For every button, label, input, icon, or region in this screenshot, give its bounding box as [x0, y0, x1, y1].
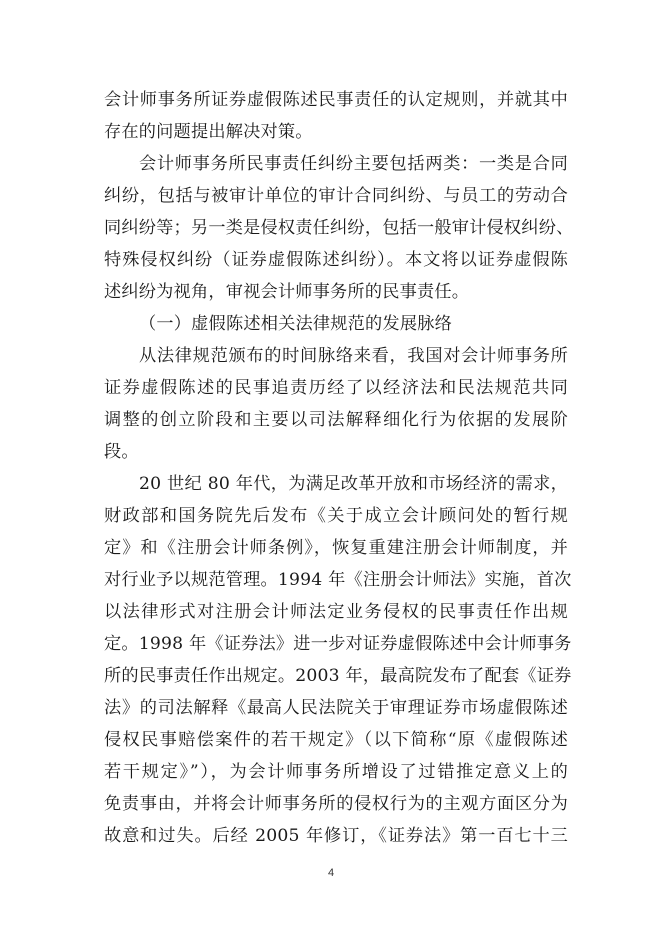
- text-line: 故意和过失。后经 2005 年修订，《证券法》第一百七十三: [104, 826, 568, 846]
- section-heading: （一）虚假陈述相关法律规范的发展脉络: [139, 314, 452, 334]
- text-line: 财政部和国务院先后发布《关于成立会计顾问处的暂行规: [104, 506, 568, 526]
- text-line: 纠纷，包括与被审计单位的审计合同纠纷、与员工的劳动合: [104, 186, 568, 206]
- text-line: 存在的问题提出解决对策。: [104, 122, 313, 142]
- text-line: 特殊侵权纠纷（证券虚假陈述纠纷）。本文将以证券虚假陈: [104, 250, 568, 270]
- text-line: 述纠纷为视角，审视会计师事务所的民事责任。: [104, 282, 470, 302]
- body-text: [104, 84, 574, 852]
- text-line: 定》和《注册会计师条例》，恢复重建注册会计师制度，并: [104, 538, 568, 558]
- text-line: 20 世纪 80 年代，为满足改革开放和市场经济的需求，: [139, 474, 568, 494]
- text-line: 以法律形式对注册会计师法定业务侵权的民事责任作出规: [104, 602, 568, 622]
- page-number: 4: [327, 867, 335, 879]
- text-line: 若干规定》”），为会计师事务所增设了过错推定意义上的: [104, 762, 568, 782]
- text-line: 对行业予以规范管理。1994 年《注册会计师法》实施，首次: [104, 570, 572, 590]
- text-line: 会计师事务所证券虚假陈述民事责任的认定规则，并就其中: [104, 90, 568, 110]
- text-line: 同纠纷等；另一类是侵权责任纠纷，包括一般审计侵权纠纷、: [104, 218, 574, 238]
- text-line: 证券虚假陈述的民事追责历经了以经济法和民法规范共同: [104, 378, 568, 398]
- text-line: 免责事由，并将会计师事务所的侵权行为的主观方面区分为: [104, 794, 568, 814]
- text-line: 所的民事责任作出规定。2003 年，最高院发布了配套《证券: [104, 666, 572, 686]
- text-line: 调整的创立阶段和主要以司法解释细化行为依据的发展阶: [104, 410, 568, 430]
- text-line: 侵权民事赔偿案件的若干规定》（以下简称“原《虚假陈述: [104, 730, 568, 750]
- text-line: 从法律规范颁布的时间脉络来看，我国对会计师事务所: [139, 346, 568, 366]
- text-line: 段。: [104, 442, 139, 462]
- text-line: 定。1998 年《证券法》进一步对证券虚假陈述中会计师事务: [104, 634, 572, 654]
- text-line: 法》的司法解释《最高人民法院关于审理证券市场虚假陈述: [104, 698, 568, 718]
- text-line: 会计师事务所民事责任纠纷主要包括两类：一类是合同: [139, 154, 568, 174]
